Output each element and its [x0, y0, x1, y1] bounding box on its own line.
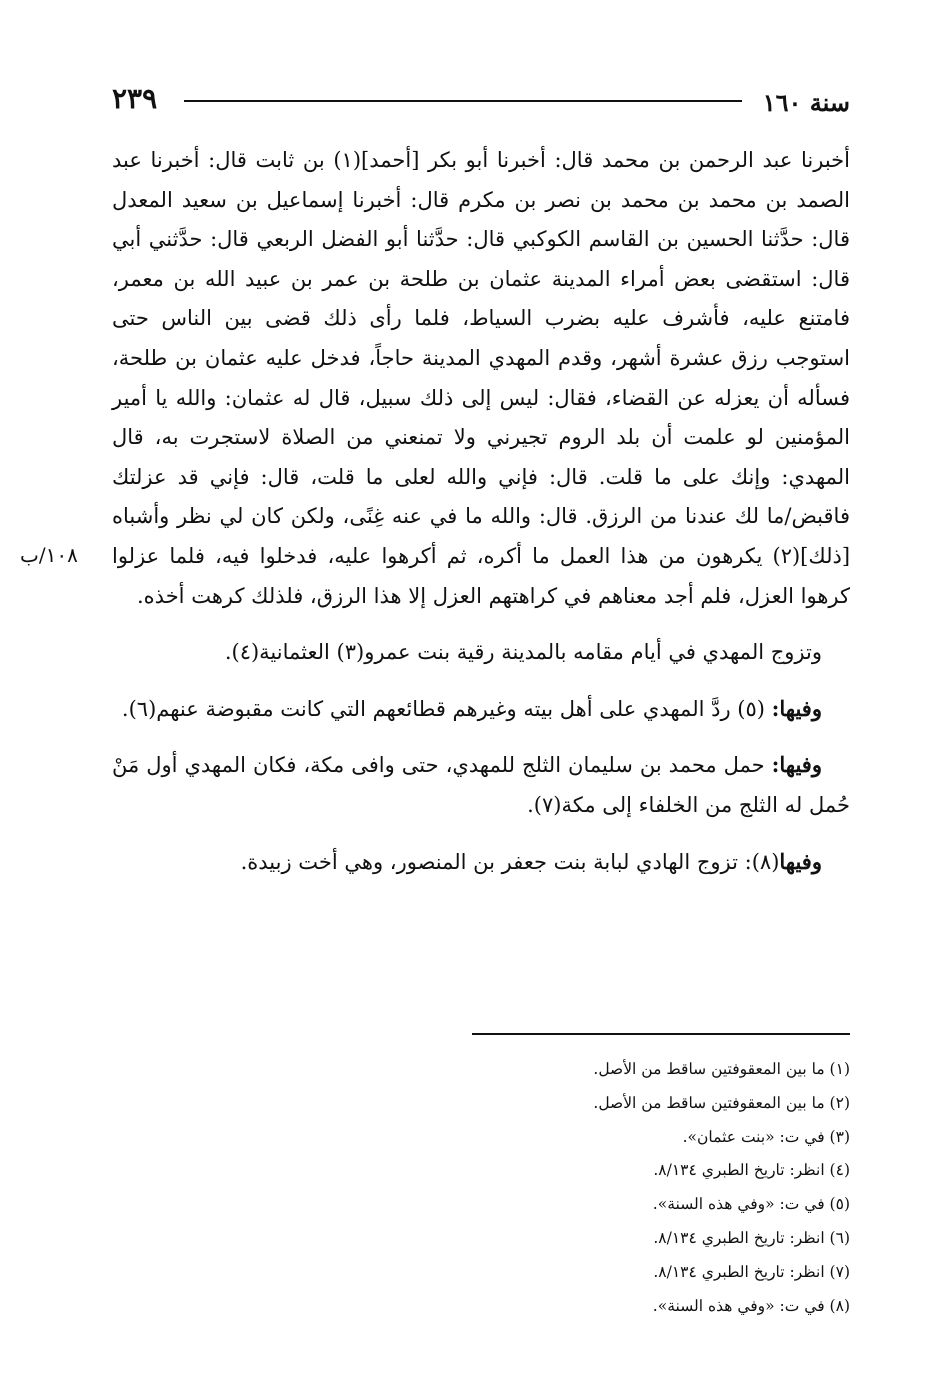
- paragraph-lead: وفيها:: [771, 695, 822, 721]
- paragraph-text: (٥) ردَّ المهدي على أهل بيته وغيرهم قطائعهم التي كانت مقبوضة عنهم(٦).: [121, 696, 772, 721]
- paragraph-text: وتزوج المهدي في أيام مقامه بالمدينة رقية بنت عمرو(٣) العثمانية(٤).: [224, 640, 822, 665]
- running-header: [112, 82, 850, 122]
- paragraph-lead: وفيها:: [771, 752, 822, 778]
- footnote: (١) ما بين المعقوفتين ساقط من الأصل.: [593, 1060, 850, 1078]
- year-heading: سنة ١٦٠: [762, 88, 850, 117]
- footnote: (٢) ما بين المعقوفتين ساقط من الأصل.: [593, 1093, 850, 1112]
- footnote: (٦) انظر: تاريخ الطبري ٨/١٣٤.: [653, 1228, 850, 1247]
- isnad-paragraph: [112, 140, 850, 616]
- event-paragraph: [112, 689, 850, 730]
- footnote: (٧) انظر: تاريخ الطبري ٨/١٣٤.: [653, 1262, 850, 1281]
- footnote-separator: [472, 1033, 850, 1035]
- main-text: [112, 140, 850, 882]
- footnote: (٨) في ت: «وفي هذه السنة».: [652, 1296, 850, 1315]
- paragraph-text: (٨): تزوج الهادي لبابة بنت جعفر بن المنصور، وهي أخت زبيدة.: [240, 849, 780, 874]
- footnote: (٥) في ت: «وفي هذه السنة».: [652, 1195, 850, 1214]
- marriage-paragraph: [112, 632, 850, 673]
- footnotes: [300, 1053, 850, 1323]
- paragraph-text: أخبرنا عبد الرحمن بن محمد قال: أخبرنا أبو بكر [أحمد](١) بن ثابت قال: أخبرنا عبد الصمد بن محمد بن محمد بن نصر بن مكرم قال: أخبرنا إسماعيل بن سعيد المعدل قال: حدَّثنا الحسين بن القاسم الكوكبي قال: حدَّثنا أبو الفضل الربعي قال: حدَّثني أبي قال: استقضى بعض أمراء المدينة عثمان بن طلحة بن عمر بن عبيد الله بن معمر، فامتنع عليه، فأشرف عليه بضرب السياط، فلما رأى ذلك قضى بين الناس حتى استوجب رزق عشرة أشهر، وقدم المهدي المدينة حاجاً، فدخل عليه عثمان بن طلحة، فسأله أن يعزله عن القضاء، فقال: ليس إلى ذلك سبيل، قال له عثمان: والله يا أمير المؤمنين لو علمت أن بلد الروم تجيرني ولا تمنعني من الصلاة لاستجرت به، قال المهدي: وإنك على ما قلت. قال: فإني والله لعلى ما قلت، قال: فإني قد عزلتك فاقبض/ما لك عندنا من الرزق. قال: والله ما في عنه غِنًى، ولكن كان لي نظر وأشباه [ذلك](٢) يكرهون من هذا العمل ما أكره، ثم أكرهوا عليه، فدخلوا فيه، فلما عزلوا كرهوا العزل، فلم أجد معناهم في كراهتهم العزل إلا هذا الرزق، فلذلك كرهت أخذه.: [112, 148, 851, 608]
- header-rule: [184, 100, 742, 102]
- paragraph-text: حمل محمد بن سليمان الثلج للمهدي، حتى وافى مكة، فكان المهدي أول مَنْ حُمل له الثلج من الخلفاء إلى مكة(٧).: [112, 753, 850, 817]
- manuscript-folio-note: ١٠٨/ب: [20, 543, 78, 567]
- footnote: (٤) انظر: تاريخ الطبري ٨/١٣٤.: [653, 1161, 850, 1180]
- page-number: ٢٣٩: [112, 82, 158, 115]
- event-paragraph: [112, 842, 850, 883]
- event-paragraph: [112, 745, 850, 825]
- footnote: (٣) في ت: «بنت عثمان».: [682, 1127, 850, 1146]
- paragraph-lead: وفيها: [779, 848, 822, 874]
